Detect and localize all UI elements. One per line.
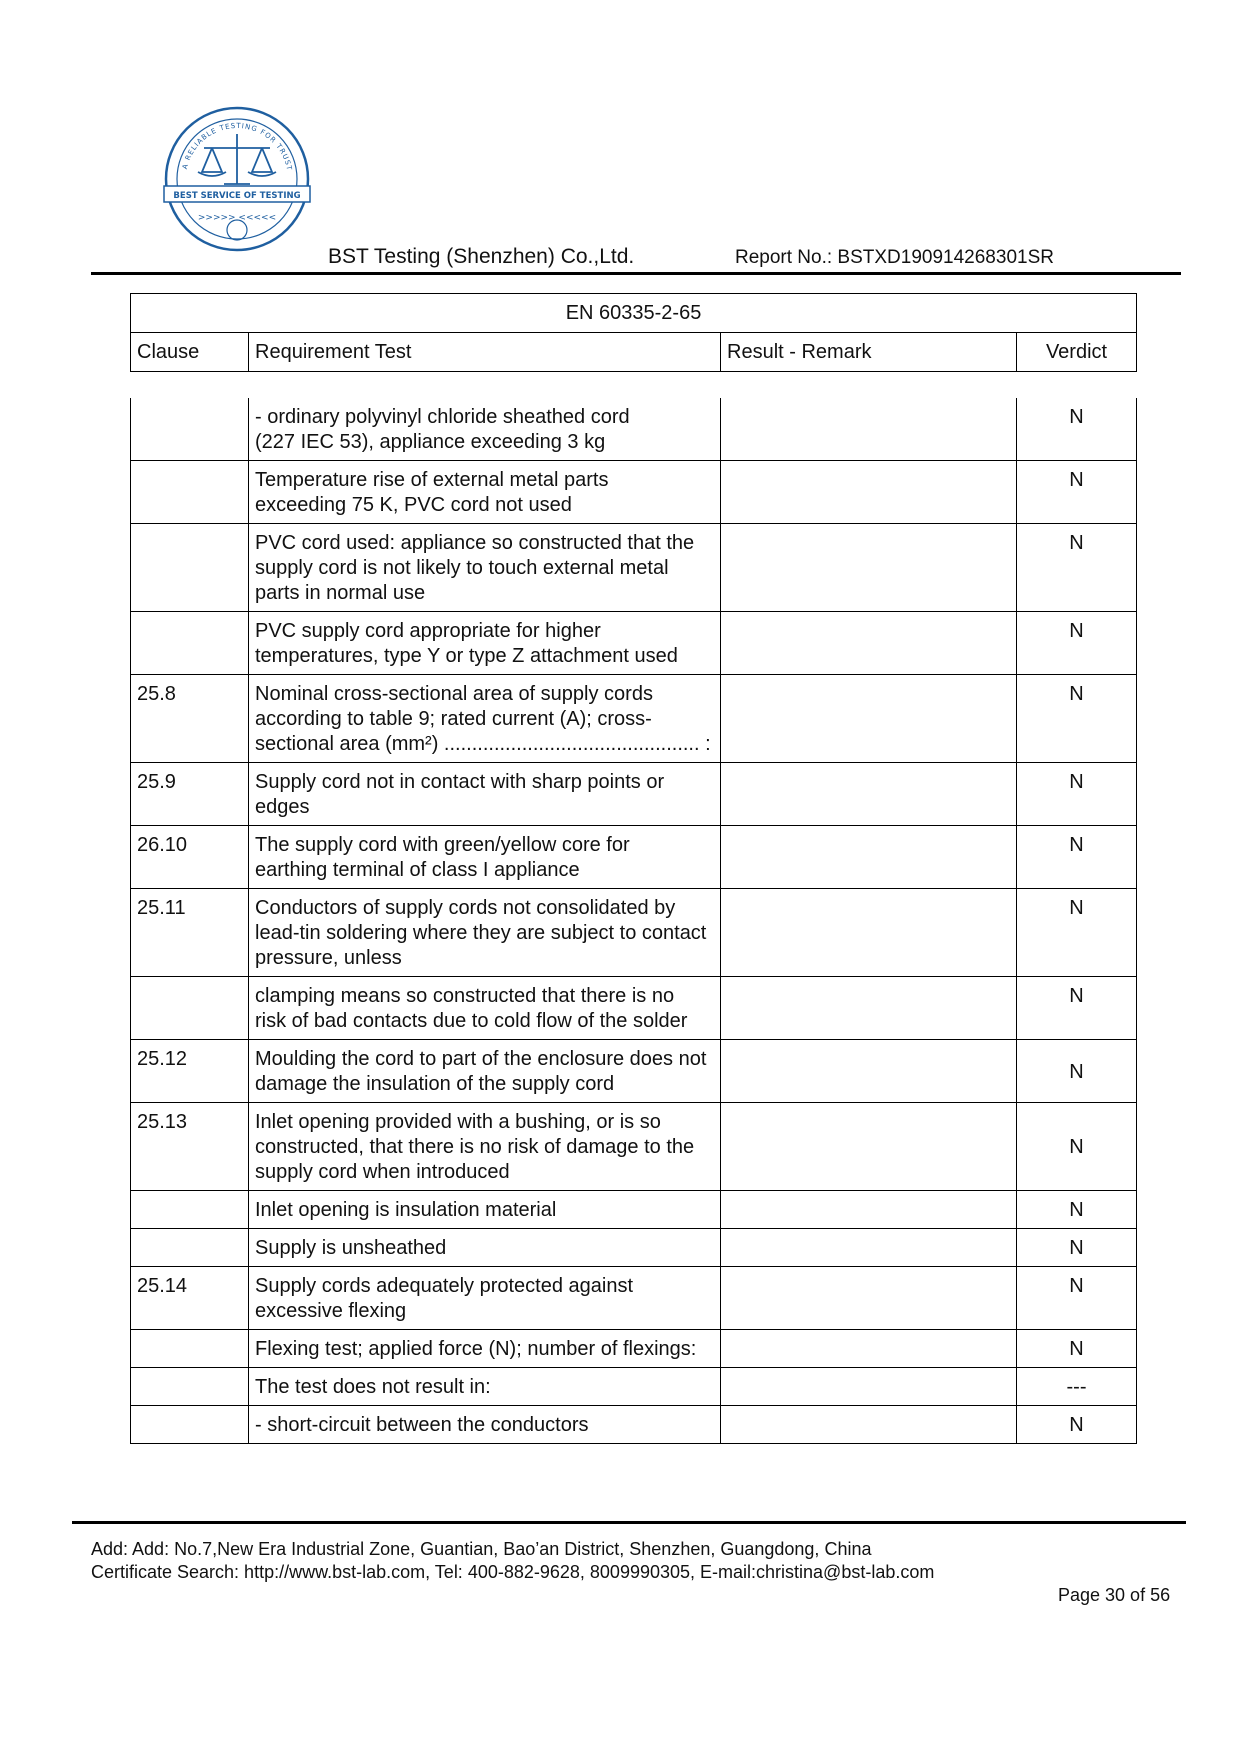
requirement-line: supply cord is not likely to touch external metal (255, 557, 669, 579)
footer-divider (72, 1521, 1186, 1524)
requirement-cell (249, 612, 721, 675)
company-logo-seal (162, 104, 312, 254)
clause-cell (131, 524, 249, 612)
table-row (131, 763, 1137, 826)
requirement-cell (249, 763, 721, 826)
clause-cell (131, 398, 249, 461)
clause-cell: 26.10 (131, 826, 249, 889)
requirement-line: excessive flexing (255, 1300, 407, 1322)
requirement-line: - short-circuit between the conductors (255, 1414, 589, 1436)
verdict-cell: N (1017, 612, 1137, 675)
verdict-cell: N (1017, 524, 1137, 612)
clause-cell: 25.13 (131, 1103, 249, 1191)
clause-cell: 25.9 (131, 763, 249, 826)
requirement-line: Inlet opening provided with a bushing, or is so (255, 1111, 661, 1133)
company-name: BST Testing (Shenzhen) Co.,Ltd. (328, 245, 635, 268)
verdict-cell: N (1017, 826, 1137, 889)
table-row (131, 461, 1137, 524)
requirement-cell (249, 1406, 721, 1444)
requirement-line: Inlet opening is insulation material (255, 1199, 557, 1221)
requirement-cell (249, 1229, 721, 1267)
result-cell (721, 1406, 1017, 1444)
clause-cell: 25.14 (131, 1267, 249, 1330)
table-row (131, 612, 1137, 675)
requirement-line: Conductors of supply cords not consolidated by (255, 897, 676, 919)
standard-header-table (130, 293, 1137, 372)
result-cell (721, 612, 1017, 675)
verdict-cell: N (1017, 1229, 1137, 1267)
requirement-line: Supply is unsheathed (255, 1237, 447, 1259)
svg-text:>>>>> <<<<<: >>>>> <<<<< (197, 213, 277, 223)
result-cell (721, 977, 1017, 1040)
requirement-cell (249, 398, 721, 461)
requirement-line: lead-tin soldering where they are subject to contact (255, 922, 707, 944)
result-cell (721, 1368, 1017, 1406)
clause-cell (131, 1229, 249, 1267)
requirement-cell (249, 524, 721, 612)
table-row (131, 1330, 1137, 1368)
requirement-line: constructed, that there is no risk of damage to the (255, 1136, 695, 1158)
requirement-line: exceeding 75 K, PVC cord not used (255, 494, 572, 516)
logo-arc-text: A RELIABLE TESTING FOR TRUST (180, 121, 294, 172)
column-header-verdict: Verdict (1017, 333, 1137, 372)
verdict-cell: N (1017, 1267, 1137, 1330)
requirement-line: Nominal cross-sectional area of supply cords (255, 683, 653, 705)
standard-title: EN 60335-2-65 (131, 294, 1137, 333)
requirement-line: The supply cord with green/yellow core for (255, 834, 630, 856)
verdict-cell: N (1017, 675, 1137, 763)
table-row (131, 1191, 1137, 1229)
requirement-cell (249, 1103, 721, 1191)
requirement-cell (249, 889, 721, 977)
footer-address: Add: Add: No.7,New Era Industrial Zone, Guantian, Bao’an District, Shenzhen, Guangdong, China (91, 1539, 872, 1559)
logo-band-text: BEST SERVICE OF TESTING (173, 191, 301, 201)
requirement-line: (227 IEC 53), appliance exceeding 3 kg (255, 431, 606, 453)
verdict-cell: --- (1017, 1368, 1137, 1406)
verdict-cell: N (1017, 763, 1137, 826)
requirement-cell (249, 977, 721, 1040)
requirement-line: PVC cord used: appliance so constructed that the (255, 532, 695, 554)
clause-cell (131, 1406, 249, 1444)
page-number: Page 30 of 56 (1058, 1585, 1171, 1605)
column-header-result: Result - Remark (721, 333, 1017, 372)
result-cell (721, 1330, 1017, 1368)
result-cell (721, 1191, 1017, 1229)
requirements-table-body (131, 398, 1137, 1444)
requirement-cell (249, 1040, 721, 1103)
clause-cell (131, 977, 249, 1040)
table-row (131, 1040, 1137, 1103)
requirement-line: damage the insulation of the supply cord (255, 1073, 615, 1095)
requirement-line: Supply cords adequately protected against (255, 1275, 634, 1297)
table-row (131, 1406, 1137, 1444)
report-number: Report No.: BSTXD190914268301SR (735, 247, 1054, 268)
requirement-line: Flexing test; applied force (N); number of flexings: (255, 1338, 697, 1360)
result-cell (721, 889, 1017, 977)
result-cell (721, 675, 1017, 763)
requirement-cell (249, 1330, 721, 1368)
result-cell (721, 398, 1017, 461)
verdict-cell: N (1017, 1406, 1137, 1444)
result-cell (721, 461, 1017, 524)
requirement-line: according to table 9; rated current (A); cross- (255, 708, 652, 730)
requirement-line: Temperature rise of external metal parts (255, 469, 609, 491)
clause-cell: 25.8 (131, 675, 249, 763)
table-row (131, 398, 1137, 461)
result-cell (721, 763, 1017, 826)
requirement-line: earthing terminal of class I appliance (255, 859, 580, 881)
scales-of-justice-icon (198, 134, 276, 184)
clause-cell (131, 1368, 249, 1406)
verdict-cell: N (1017, 977, 1137, 1040)
result-cell (721, 1267, 1017, 1330)
requirement-line: edges (255, 796, 310, 818)
table-row (131, 977, 1137, 1040)
requirement-line: The test does not result in: (255, 1376, 491, 1398)
requirement-line: temperatures, type Y or type Z attachment used (255, 645, 678, 667)
clause-cell (131, 612, 249, 675)
requirement-cell (249, 1191, 721, 1229)
column-header-clause: Clause (131, 333, 249, 372)
table-row (131, 1368, 1137, 1406)
requirement-cell (249, 675, 721, 763)
column-header-requirement: Requirement Test (249, 333, 721, 372)
clause-cell (131, 1330, 249, 1368)
verdict-cell: N (1017, 1330, 1137, 1368)
table-row (131, 826, 1137, 889)
verdict-cell: N (1017, 889, 1137, 977)
requirement-cell (249, 1368, 721, 1406)
header-divider (91, 272, 1181, 275)
clause-cell: 25.11 (131, 889, 249, 977)
table-row (131, 524, 1137, 612)
requirement-line: PVC supply cord appropriate for higher (255, 620, 601, 642)
verdict-cell: N (1017, 398, 1137, 461)
requirement-line: - ordinary polyvinyl chloride sheathed cord (255, 406, 630, 428)
table-row (131, 1267, 1137, 1330)
requirement-line: sectional area (mm²) .............................................. : (255, 733, 711, 755)
requirement-cell (249, 461, 721, 524)
requirement-line: Moulding the cord to part of the enclosure does not (255, 1048, 707, 1070)
requirement-line: Supply cord not in contact with sharp points or (255, 771, 665, 793)
requirement-line: risk of bad contacts due to cold flow of the solder (255, 1010, 688, 1032)
table-row (131, 1229, 1137, 1267)
result-cell (721, 524, 1017, 612)
verdict-cell: N (1017, 461, 1137, 524)
table-row (131, 1103, 1137, 1191)
table-row (131, 889, 1137, 977)
requirement-cell (249, 826, 721, 889)
result-cell (721, 1040, 1017, 1103)
verdict-cell: N (1017, 1103, 1137, 1191)
requirement-line: pressure, unless (255, 947, 402, 969)
footer-contact: Certificate Search: http://www.bst-lab.com, Tel: 400-882-9628, 8009990305, E-mail:christina@bst-lab.com (91, 1562, 935, 1582)
verdict-cell: N (1017, 1040, 1137, 1103)
requirement-line: parts in normal use (255, 582, 426, 604)
verdict-cell: N (1017, 1191, 1137, 1229)
requirement-line: clamping means so constructed that there is no (255, 985, 675, 1007)
requirement-line: supply cord when introduced (255, 1161, 510, 1183)
requirements-table (130, 398, 1137, 1444)
clause-cell: 25.12 (131, 1040, 249, 1103)
clause-cell (131, 461, 249, 524)
requirement-cell (249, 1267, 721, 1330)
clause-cell (131, 1191, 249, 1229)
result-cell (721, 1229, 1017, 1267)
result-cell (721, 1103, 1017, 1191)
table-row (131, 675, 1137, 763)
result-cell (721, 826, 1017, 889)
